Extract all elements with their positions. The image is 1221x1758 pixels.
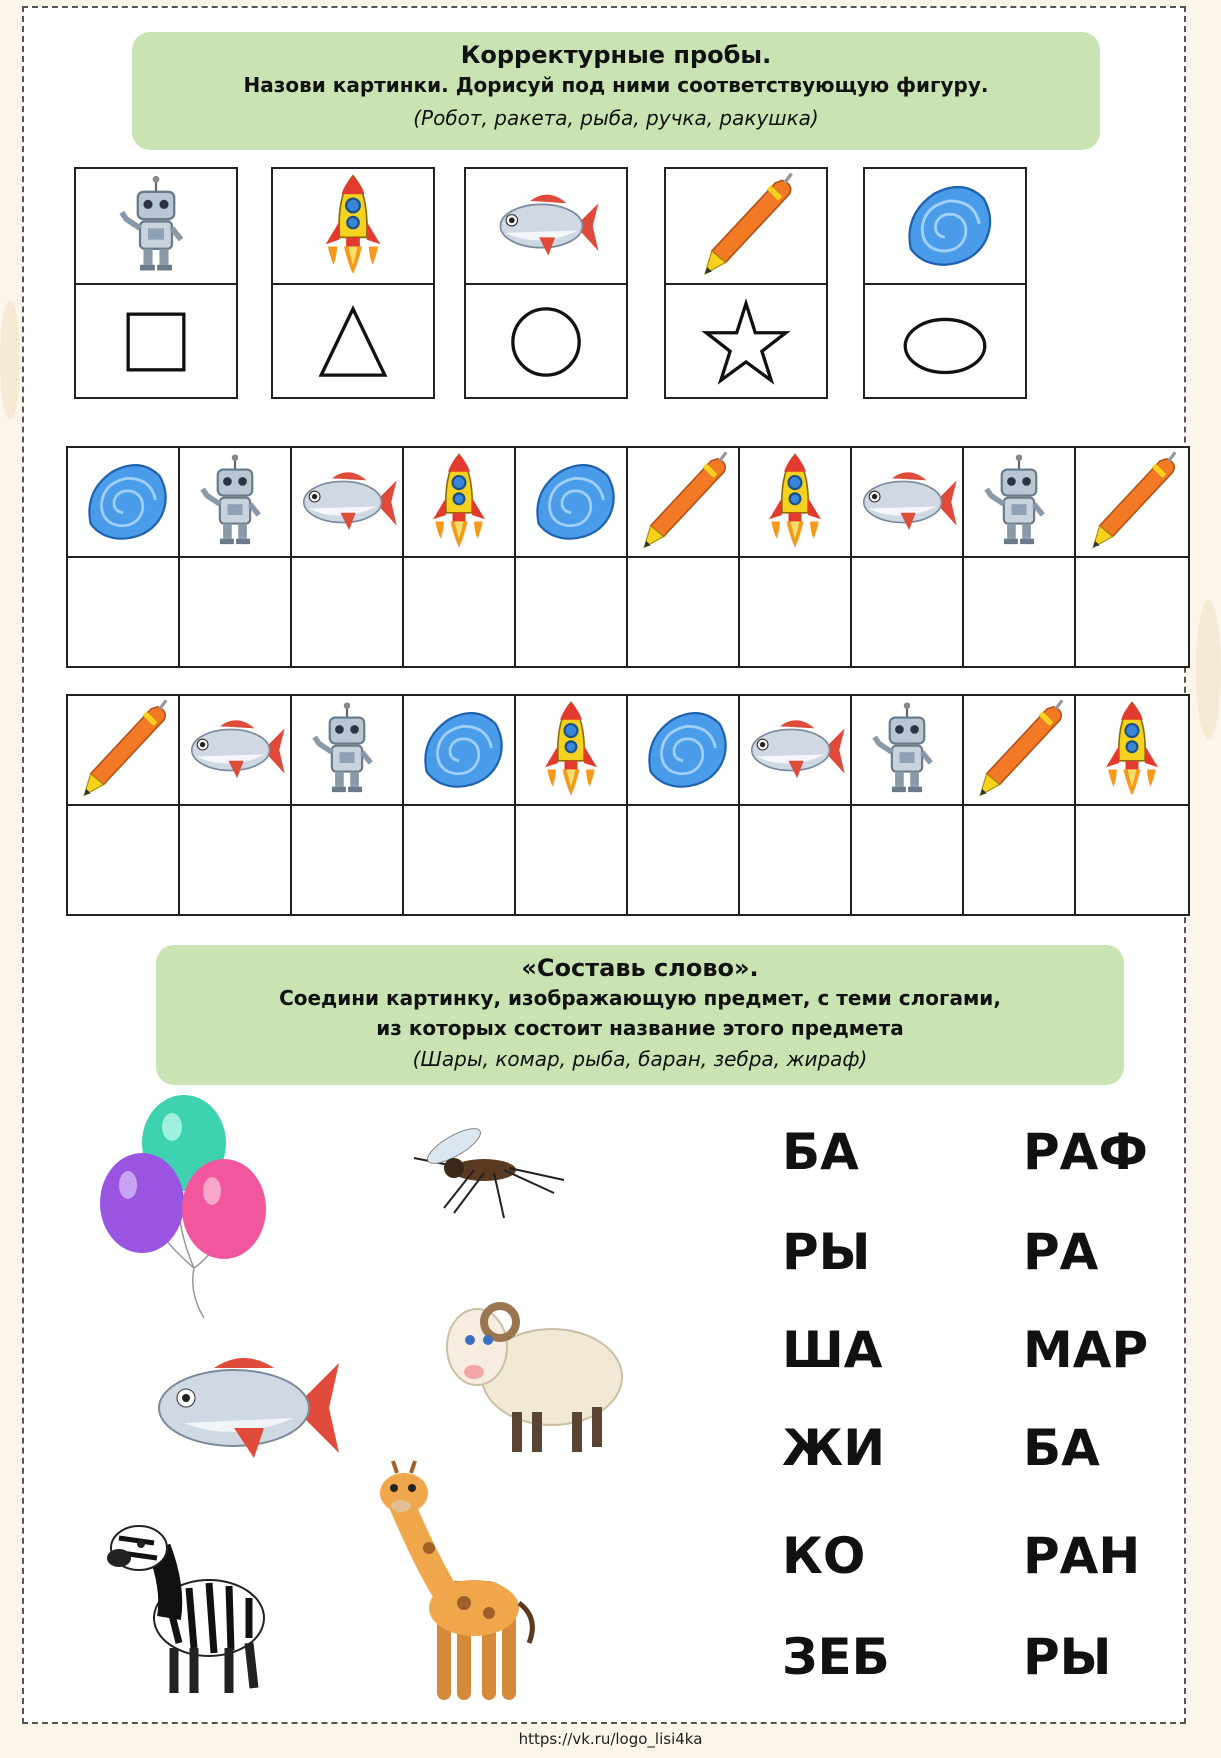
answer-cell[interactable] — [1076, 558, 1188, 666]
rocket-icon — [516, 696, 628, 806]
key-card-fish — [464, 167, 628, 399]
rocket-icon — [404, 448, 516, 558]
syllable-left[interactable]: КО — [782, 1527, 866, 1585]
rocket-icon — [273, 169, 433, 285]
robot-icon — [852, 696, 964, 806]
answer-cell[interactable] — [964, 558, 1076, 666]
pen-icon — [68, 696, 180, 806]
sheep-icon — [432, 1292, 632, 1462]
robot-icon — [964, 448, 1076, 558]
answer-cell[interactable] — [516, 806, 628, 914]
shell-icon — [516, 448, 628, 558]
task1-instruction: Назови картинки. Дорисуй под ними соответствующую фигуру. — [243, 73, 989, 97]
pen-icon — [1076, 448, 1188, 558]
giraffe-icon — [369, 1458, 549, 1703]
syllable-right[interactable]: РАФ — [1023, 1123, 1148, 1181]
zebra-icon — [99, 1508, 279, 1703]
answer-cell[interactable] — [404, 558, 516, 666]
circle-shape — [466, 285, 626, 399]
answer-cell[interactable] — [1076, 806, 1188, 914]
robot-icon — [180, 448, 292, 558]
shell-icon — [865, 169, 1025, 285]
task1-banner — [132, 32, 1100, 150]
square-shape — [76, 285, 236, 399]
syllable-right[interactable]: РАН — [1023, 1527, 1141, 1585]
star-shape — [666, 285, 826, 399]
syllable-right[interactable]: БА — [1023, 1419, 1100, 1477]
answer-cell[interactable] — [964, 806, 1076, 914]
task1-title: Корректурные пробы. — [460, 41, 772, 69]
answer-cell[interactable] — [68, 558, 180, 666]
task2-banner — [156, 945, 1124, 1085]
pen-icon — [964, 696, 1076, 806]
task2-title: «Составь слово». — [521, 954, 759, 982]
syllable-left[interactable]: ЖИ — [782, 1419, 886, 1477]
answer-cell[interactable] — [852, 806, 964, 914]
answer-cell[interactable] — [292, 806, 404, 914]
balloons-icon — [94, 1093, 274, 1323]
robot-icon — [292, 696, 404, 806]
correction-grid-1 — [66, 446, 1190, 668]
task2-hint: (Шары, комар, рыба, баран, зебра, жираф) — [412, 1047, 868, 1071]
correction-grid-2 — [66, 694, 1190, 916]
mosquito-icon — [394, 1118, 574, 1228]
answer-cell[interactable] — [740, 806, 852, 914]
syllable-left[interactable]: ЗЕБ — [782, 1628, 890, 1686]
fish-icon — [466, 169, 626, 285]
answer-cell[interactable] — [68, 806, 180, 914]
syllable-left[interactable]: РЫ — [782, 1223, 871, 1281]
key-card-rocket — [271, 167, 435, 399]
syllable-right[interactable]: РА — [1023, 1223, 1099, 1281]
syllable-left[interactable]: ША — [782, 1321, 883, 1379]
robot-icon — [76, 169, 236, 285]
rocket-icon — [1076, 696, 1188, 806]
task1-hint: (Робот, ракета, рыба, ручка, ракушка) — [413, 106, 819, 130]
answer-cell[interactable] — [628, 558, 740, 666]
oval-shape — [865, 285, 1025, 399]
task2-instruction-1: Соедини картинку, изображающую предмет, с теми слогами, — [279, 986, 1001, 1010]
key-card-pen — [664, 167, 828, 399]
answer-cell[interactable] — [404, 806, 516, 914]
pen-icon — [666, 169, 826, 285]
answer-cell[interactable] — [852, 558, 964, 666]
shell-icon — [68, 448, 180, 558]
rocket-icon — [740, 448, 852, 558]
fish-icon — [180, 696, 292, 806]
answer-cell[interactable] — [180, 806, 292, 914]
key-card-robot — [74, 167, 238, 399]
pen-icon — [628, 448, 740, 558]
syllable-left[interactable]: БА — [782, 1123, 859, 1181]
answer-cell[interactable] — [740, 558, 852, 666]
footer-url: https://vk.ru/logo_lisi4ka — [518, 1730, 703, 1748]
answer-cell[interactable] — [628, 806, 740, 914]
answer-cell[interactable] — [516, 558, 628, 666]
fish-icon — [740, 696, 852, 806]
syllable-right[interactable]: МАР — [1023, 1321, 1149, 1379]
answer-cell[interactable] — [292, 558, 404, 666]
syllable-right[interactable]: РЫ — [1023, 1628, 1112, 1686]
answer-cell[interactable] — [180, 558, 292, 666]
triangle-shape — [273, 285, 433, 399]
fish-icon — [852, 448, 964, 558]
task2-instruction-2: из которых состоит название этого предмета — [376, 1016, 904, 1040]
shell-icon — [404, 696, 516, 806]
shell-icon — [628, 696, 740, 806]
key-card-shell — [863, 167, 1027, 399]
fish-icon — [144, 1343, 344, 1473]
fish-icon — [292, 448, 404, 558]
worksheet-page — [22, 6, 1186, 1724]
